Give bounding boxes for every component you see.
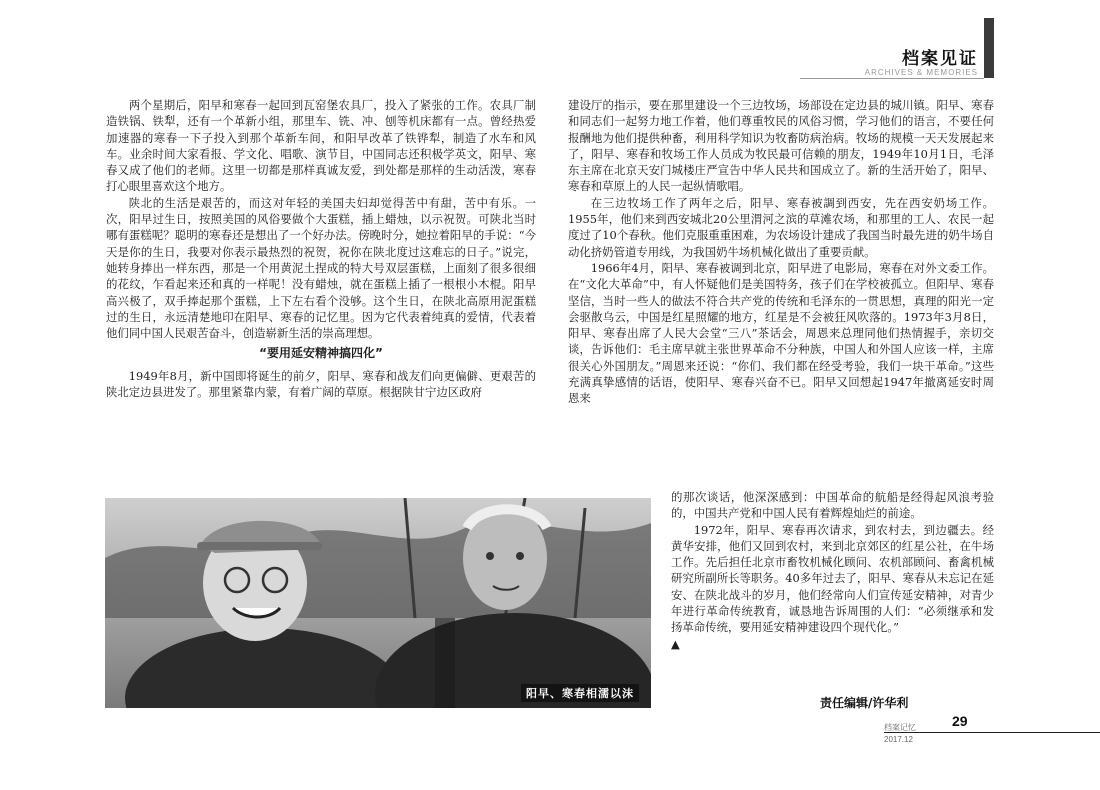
paragraph: 1949年8月，新中国即将诞生的前夕，阳早、寒春和战友们向更偏僻、更艰苦的陕北定边县进发了。那里紧靠内蒙，有着广阔的草原。根据陕甘宁边区政府 xyxy=(106,368,536,400)
right-column-continued xyxy=(671,489,994,652)
header-rule xyxy=(800,78,984,79)
footer-rule xyxy=(884,732,1100,733)
paragraph: 两个星期后，阳早和寒春一起回到瓦窑堡农具厂，投入了紧张的工作。农具厂制造铁锅、铁犁，还有一个革新小组，那里车、铣、冲、刨等机床都有一点。曾经热爱加速器的寒春一下子投入到那个革新车间，和阳早改革了铁铧犁，制造了水车和风车。业余时间大家看报、学文化、唱歌、演节目，中国同志还积极学英文，阳早、寒春又成了他们的老师。这里一切都是那样真诚友爱，到处都是那样的生动活泼，寒春打心眼里喜欢这个地方。 xyxy=(106,98,536,194)
photo-caption: 阳早、寒春相濡以沫 xyxy=(521,684,639,702)
page-number: 29 xyxy=(952,713,968,729)
paragraph: 1966年4月，阳早、寒春被调到北京，阳早进了电影局，寒春在对外文委工作。在“文化大革命”中，有人怀疑他们是美国特务，孩子们在学校被孤立。但阳早、寒春坚信，当时一些人的做法不符合共产党的传统和毛泽东的一贯思想，真理的阳光一定会驱散乌云，中国是红星照耀的地方，红星是不会被狂风吹落的。1973年3月8日，阳早、寒春出席了人民大会堂“三八”茶话会，周恩来总理同他们热情握手，亲切交谈，告诉他们：毛主席早就主张世界革命不分种族，中国人和外国人应该一样，主席很关心外国朋友。”周恩来还说：“你们、我们都在经受考验，我们一块干革命。”这些充满真挚感情的话语，使阳早、寒春兴奋不已。阳早又回想起1947年撤离延安时周恩来 xyxy=(568,260,994,406)
paragraph: 建设厅的指示，要在那里建设一个三边牧场，场部设在定边县的城川镇。阳早、寒春和同志们一起努力地工作着，他们尊重牧民的风俗习惯，学习他们的语言，不要任何报酬地为他们提供种畜，利用科学知识为牧畜防病治病。牧场的规模一天天发展起来了，阳早、寒春和牧场工作人员成为牧民最可信赖的朋友，1949年10月1日，毛泽东主席在北京天安门城楼庄严宣告中华人民共和国成立了。新的生活开始了，阳早、寒春和草原上的人民一起纵情歌唱。 xyxy=(568,98,994,194)
responsible-editor: 责任编辑/许华利 xyxy=(820,696,909,710)
left-column xyxy=(106,97,536,400)
section-title: 档案见证 xyxy=(902,49,978,69)
section-subtitle: ARCHIVES & MEMORIES xyxy=(864,68,978,77)
issue-date: 2017.12 xyxy=(884,735,913,744)
publication-name: 档案记忆 xyxy=(884,723,916,732)
right-column xyxy=(568,97,994,407)
paragraph: 在三边牧场工作了两年之后，阳早、寒春被調到西安，先在西安奶场工作。1955年，他们来到西安城北20公里渭河之滨的草滩农场，和那里的工人、农民一起度过了10个春秋。他们克服重重困难，为农场设计建成了我国当时最先进的奶牛场自动化挤奶管道专用线，为我国奶牛场机械化做出了重要贡献。 xyxy=(568,195,994,259)
paragraph: 1972年，阳早、寒春再次请求，到农村去，到边疆去。经黄华安排，他们又回到农村，来到北京郊区的红星公社，在牛场工作。先后担任北京市畜牧机械化顾问、农机部顾问、畜禽机械研究所副所长等职务。40多年过去了，阳早、寒春从未忘记在延安、在陕北战斗的岁月，他们经常向人们宣传延安精神，对青少年进行革命传统教育，诚恳地告诉周围的人们：“必须继承和发扬革命传统，要用延安精神建设四个现代化。” xyxy=(671,522,994,635)
end-mark: ▲ xyxy=(671,636,680,651)
section-heading: “要用延安精神搞四化” xyxy=(259,346,383,361)
paragraph: 陕北的生活是艰苦的，而这对年轻的美国夫妇却觉得苦中有甜，苦中有乐。一次，阳早过生日，按照美国的风俗要做个大蛋糕，插上蜡烛，以示祝贺。可陕北当时哪有蛋糕呢？聪明的寒春还是想出了一个好办法。傍晚时分，她拉着阳早的手说：“今天是你的生日，我要对你表示最热烈的祝贺，祝你在陕北度过这难忘的日子。”说完，她转身捧出一样东西，那是一个用黄泥土捏成的特大号双层蛋糕，上面刻了很多很细的花纹，乍看起来还和真的一样呢！没有蜡烛，就在蛋糕上插了一根根小木棍。阳早高兴极了，双手捧起那个蛋糕，上下左右看个没够。这个生日，在陕北高原用泥蛋糕过的生日，永远清楚地印在阳早、寒春的记忆里。因为它代表着纯真的爱情，代表着他们同中国人民艰苦奋斗，创造崭新生活的崇高理想。 xyxy=(106,195,536,341)
running-header xyxy=(800,18,1000,84)
paragraph: 的那次谈话，他深深感到：中国革命的航船是经得起风浪考验的，中国共产党和中国人民有着辉煌灿烂的前途。 xyxy=(671,490,994,521)
portrait-photo xyxy=(105,498,651,708)
photo-image xyxy=(105,498,651,708)
header-accent-bar xyxy=(984,18,994,78)
